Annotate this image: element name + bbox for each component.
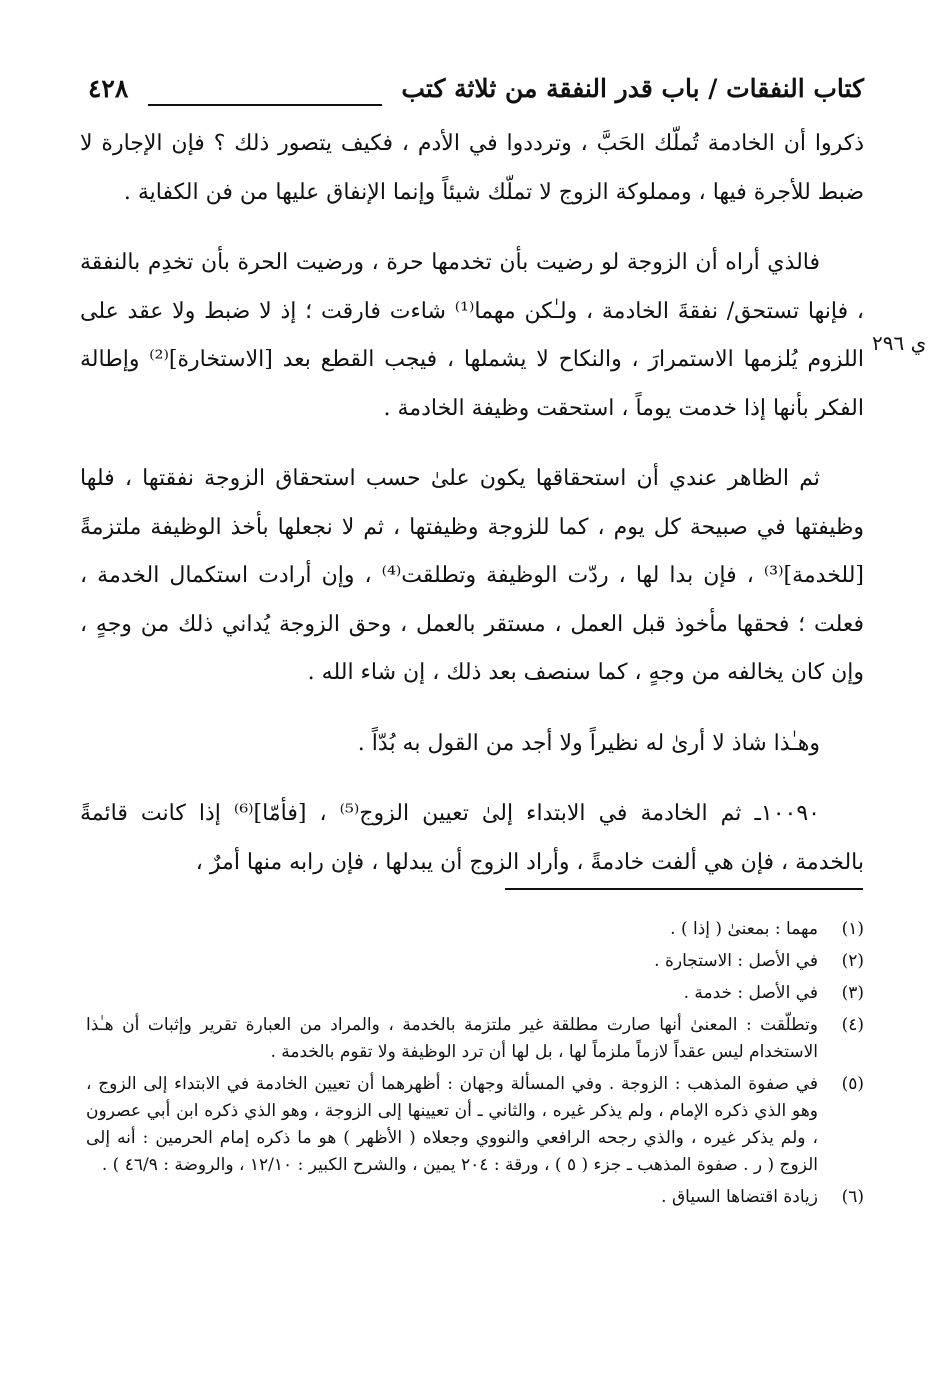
footnote-number: (٣) — [841, 983, 864, 1003]
paragraph: ١٠٠٩٠ـ ثم الخادمة في الابتداء إلىٰ تعيين الزوج⁽⁵⁾ ، [فأمّا]⁽⁶⁾ إذا كانت قائمةً بالخدمة ، فإن هي ألفت خادمةً ، وأراد الزوج أن يبدلها ، فإن رابه منها أمرٌ ، — [80, 801, 864, 875]
footnote — [86, 980, 864, 1007]
footnote-number: (٦) — [841, 1187, 864, 1207]
footnotes — [86, 916, 864, 1216]
footnote-text: في الأصل : خدمة . — [683, 983, 818, 1003]
footnote-number: (٤) — [841, 1015, 864, 1035]
running-header — [88, 74, 864, 118]
footnote-separator — [505, 888, 863, 890]
footnote-text: في صفوة المذهب : الزوجة . وفي المسألة وجهان : أظهرهما أن تعيين الخادمة في الابتداء إلى الزوج ، وهو الذي ذكره الإمام ، ولم يذكر غيره ، والثاني ـ أن تعيينها إلى الزوجة ، وهو الذي ذكره ابن أبي عصرون ، ولم يذكر غيره ، والذي رجحه الرافعي والنووي وجعلاه ( الأظهر ) هو ما ذكره إمام الحرمين : أنه إلى الزوج ( ر . صفوة المذهب ـ جزء ( ٥ ) ، ورقة : ٢٠٤ يمين ، والشرح الكبير : ١٢/١٠ ، والروضة : ٤٦/٩ ) . — [86, 1074, 818, 1175]
header-title: كتاب النفقات / باب قدر النفقة من ثلاثة كتب — [401, 74, 864, 103]
paragraph: فالذي أراه أن الزوجة لو رضيت بأن تخدمها حرة ، ورضيت الحرة بأن تخدِم بالنفقة ، فإنها تستحق/ نفقةَ الخادمة ، ولـٰكن مهما⁽¹⁾ شاءت فارقت ؛ إذ لا ضبط ولا عقد على اللزوم يُلزمها الاستمرارَ ، والنكاح لا يشملها ، فيجب القطع بعد [الاستخارة]⁽²⁾ وإطالة الفكر بأنها إذا خدمت يوماً ، استحقت وظيفة الخادمة . — [80, 250, 865, 421]
footnote — [86, 1012, 864, 1066]
footnote — [86, 948, 864, 975]
paragraph: وهـٰذا شاذ لا أرىٰ له نظيراً ولا أجد من القول به بُدّاً . — [357, 730, 820, 756]
margin-page-reference: ي ٢٩٦ — [872, 331, 927, 355]
header-rule — [148, 104, 382, 106]
footnote-text: في الأصل : الاستجارة . — [654, 951, 818, 971]
footnote-text: وتطلّقت : المعنىٰ أنها صارت مطلقة غير ملتزمة بالخدمة ، والمراد من العبارة تقرير وإثبات أن هـٰذا الاستخدام ليس عقداً لازماً ملزماً لها ، بل لها أن ترد الوظيفة ولا تقوم بالخدمة . — [86, 1015, 818, 1062]
footnote-number: (٥) — [841, 1074, 864, 1094]
footnote-number: (١) — [841, 919, 864, 939]
page-number: ٤٢٨ — [88, 74, 129, 103]
paragraph: ذكروا أن الخادمة تُملّك الحَبَّ ، وترددوا في الأدم ، فكيف يتصور ذلك ؟ فإن الإجارة لا ضبط للأجرة فيها ، ومملوكة الزوج لا تملّك شيئاً وإنما الإنفاق عليها من فن الكفاية . — [80, 131, 864, 205]
footnote-number: (٢) — [841, 951, 864, 971]
footnote — [86, 916, 864, 943]
paragraph: ثم الظاهر عندي أن استحقاقها يكون علىٰ حسب استحقاق الزوجة نفقتها ، فلها وظيفتها في صبيحة كل يوم ، كما للزوجة وظيفتها ، ثم لا نجعلها بأخذ الوظيفة ملتزمةً [للخدمة]⁽³⁾ ، فإن بدا لها ، ردّت الوظيفة وتطلقت⁽⁴⁾ ، وإن أرادت استكمال الخدمة ، فعلت ؛ فحقها مأخوذ قبل العمل ، مستقر بالعمل ، وحق الزوجة يُداني ذلك من وجهٍ ، وإن كان يخالفه من وجهٍ ، كما سنصف بعد ذلك ، إن شاء الله . — [80, 466, 864, 685]
footnote — [86, 1184, 864, 1211]
footnote-text: مهما : بمعنىٰ ( إذا ) . — [670, 919, 818, 939]
main-text — [80, 120, 864, 909]
footnote — [86, 1071, 864, 1179]
footnote-text: زيادة اقتضاها السياق . — [661, 1187, 818, 1207]
